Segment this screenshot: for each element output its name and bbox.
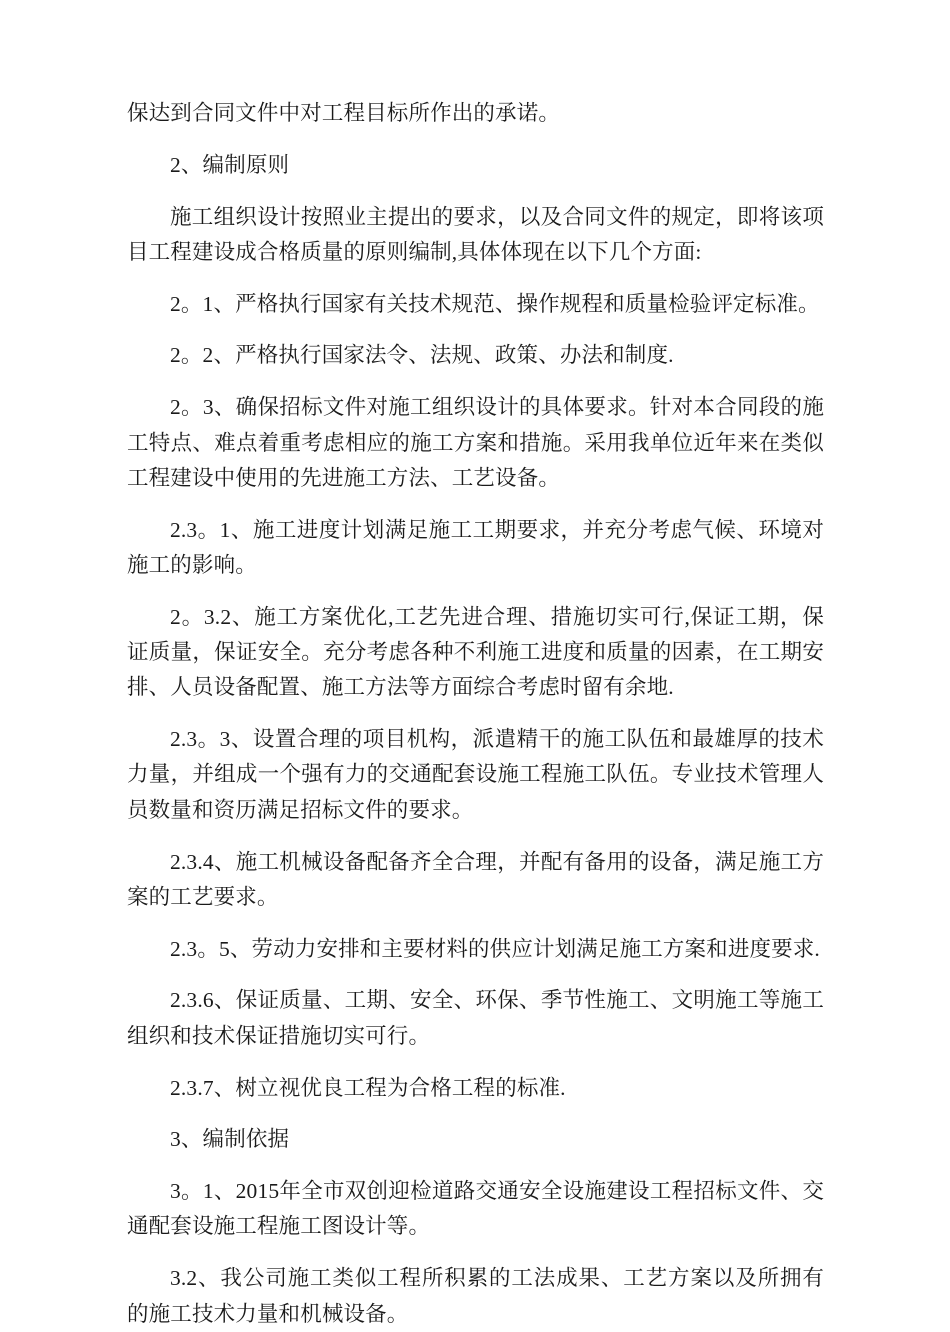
paragraph-p-2-3: 2。3、确保招标文件对施工组织设计的具体要求。针对本合同段的施工特点、难点着重考虑相应的施工方案和措施。采用我单位近年来在类似工程建设中使用的先进施工方法、工艺设备。 (127, 395, 824, 490)
paragraph-p-heading-2: 2、编制原则 (170, 152, 290, 177)
document-body (127, 96, 824, 1332)
paragraph-p-3-1: 3。1、2015年全市双创迎检道路交通安全设施建设工程招标文件、交通配套设施工程施工图设计等。 (127, 1179, 824, 1239)
paragraph-p-2-3-3: 2.3。3、设置合理的项目机构，派遣精干的施工队伍和最雄厚的技术力量，并组成一个强有力的交通配套设施工程施工队伍。专业技术管理人员数量和资历满足招标文件的要求。 (127, 727, 824, 822)
paragraph-p-2-3-6: 2.3.6、保证质量、工期、安全、环保、季节性施工、文明施工等施工组织和技术保证措施切实可行。 (127, 988, 824, 1048)
paragraph-p-2-3-7: 2.3.7、树立视优良工程为合格工程的标准. (170, 1075, 566, 1100)
paragraph-p-2-1: 2。1、严格执行国家有关技术规范、操作规程和质量检验评定标准。 (170, 291, 820, 316)
paragraph-p-2-3-4: 2.3.4、施工机械设备配备齐全合理，并配有备用的设备，满足施工方案的工艺要求。 (127, 849, 824, 909)
paragraph-p-2-3-1: 2.3。1、施工进度计划满足施工工期要求，并充分考虑气候、环境对施工的影响。 (127, 517, 824, 577)
paragraph-p-3-2: 3.2、我公司施工类似工程所积累的工法成果、工艺方案以及所拥有的施工技术力量和机械设备。 (127, 1266, 824, 1326)
paragraph-p-heading-3: 3、编制依据 (170, 1127, 290, 1152)
paragraph-p-intro: 施工组织设计按照业主提出的要求，以及合同文件的规定，即将该项目工程建设成合格质量的原则编制,具体体现在以下几个方面: (127, 204, 824, 264)
paragraph-p-2-3-2: 2。3.2、施工方案优化,工艺先进合理、措施切实可行,保证工期，保证质量，保证安全。充分考虑各种不利施工进度和质量的因素，在工期安排、人员设备配置、施工方法等方面综合考虑时留有余地. (127, 604, 824, 700)
paragraph-p-continuation: 保达到合同文件中对工程目标所作出的承诺。 (127, 101, 561, 125)
paragraph-p-2-3-5: 2.3。5、劳动力安排和主要材料的供应计划满足施工方案和进度要求. (170, 936, 820, 961)
paragraph-p-2-2: 2。2、严格执行国家法令、法规、政策、办法和制度. (170, 343, 674, 368)
